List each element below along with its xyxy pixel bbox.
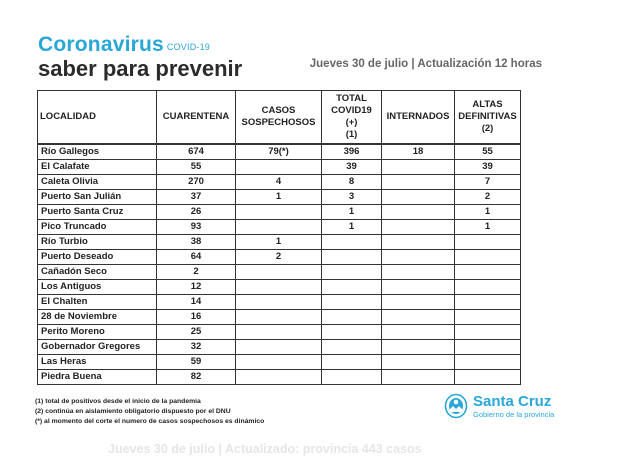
cell-internados	[382, 370, 455, 385]
cases-table	[37, 90, 521, 385]
cell-sospechosos	[236, 220, 322, 235]
cell-sospechosos	[236, 310, 322, 325]
subtitle: saber para prevenir	[38, 56, 243, 81]
cell-sospechosos	[236, 325, 322, 340]
header-total	[322, 91, 382, 145]
table-row	[38, 160, 521, 175]
table-row	[38, 340, 521, 355]
footnote-2: (2) continúa en aislamiento obligatorio dispuesto por el DNU	[35, 408, 231, 415]
cell-altas	[455, 250, 521, 265]
header-altas-line2: DEFINITIVAS	[458, 111, 517, 122]
header-sospechosos-line1: CASOS	[261, 105, 296, 116]
cell-sospechosos	[236, 340, 322, 355]
cell-internados: 18	[382, 144, 455, 160]
table-body	[38, 144, 521, 385]
cell-total: 3	[322, 190, 382, 205]
cell-localidad: Caleta Olivia	[38, 175, 157, 190]
cell-total	[322, 265, 382, 280]
table-row	[38, 355, 521, 370]
table-row	[38, 144, 521, 160]
cell-altas	[455, 265, 521, 280]
cell-altas	[455, 370, 521, 385]
cell-sospechosos	[236, 205, 322, 220]
cell-localidad: Perito Moreno	[38, 325, 157, 340]
cell-cuarentena: 64	[157, 250, 236, 265]
cell-sospechosos: 79(*)	[236, 144, 322, 160]
cell-total	[322, 340, 382, 355]
cell-total: 396	[322, 144, 382, 160]
cell-cuarentena: 55	[157, 160, 236, 175]
cell-cuarentena: 14	[157, 295, 236, 310]
cell-cuarentena: 59	[157, 355, 236, 370]
cell-altas	[455, 235, 521, 250]
footnote-1: (1) total de positivos desde el inicio de la pandemia	[35, 398, 201, 405]
cell-internados	[382, 310, 455, 325]
cell-total	[322, 370, 382, 385]
header-altas-line1: ALTAS	[472, 99, 503, 110]
cell-internados	[382, 295, 455, 310]
cell-internados	[382, 280, 455, 295]
header-total-line2: COVID19 (+)	[331, 105, 372, 128]
cell-altas	[455, 280, 521, 295]
cell-total: 1	[322, 220, 382, 235]
cell-cuarentena: 674	[157, 144, 236, 160]
title-line1	[38, 34, 242, 58]
cell-internados	[382, 340, 455, 355]
cell-sospechosos	[236, 355, 322, 370]
cell-sospechosos: 4	[236, 175, 322, 190]
caption: Jueves 30 de julio | Actualizado: provincia 443 casos	[108, 442, 422, 456]
cell-localidad: Cañadón Seco	[38, 265, 157, 280]
table-row	[38, 370, 521, 385]
cell-sospechosos: 1	[236, 190, 322, 205]
cell-localidad: Piedra Buena	[38, 370, 157, 385]
table-row	[38, 220, 521, 235]
table-row	[38, 280, 521, 295]
cell-sospechosos	[236, 370, 322, 385]
cell-total	[322, 355, 382, 370]
cell-sospechosos: 1	[236, 235, 322, 250]
cell-localidad: 28 de Noviembre	[38, 310, 157, 325]
cell-sospechosos	[236, 280, 322, 295]
cell-altas: 55	[455, 144, 521, 160]
cell-cuarentena: 270	[157, 175, 236, 190]
header-total-line1: TOTAL	[336, 93, 367, 104]
cell-localidad: El Calafate	[38, 160, 157, 175]
cell-localidad: Río Gallegos	[38, 144, 157, 160]
table-row	[38, 325, 521, 340]
cell-localidad: Pico Truncado	[38, 220, 157, 235]
cell-total	[322, 310, 382, 325]
cell-altas	[455, 340, 521, 355]
cell-cuarentena: 37	[157, 190, 236, 205]
cell-cuarentena: 26	[157, 205, 236, 220]
cell-internados	[382, 265, 455, 280]
cell-total	[322, 325, 382, 340]
cell-sospechosos	[236, 295, 322, 310]
table-row	[38, 175, 521, 190]
cell-altas: 39	[455, 160, 521, 175]
cell-altas: 2	[455, 190, 521, 205]
header-altas-line3: (2)	[481, 123, 494, 134]
table-row	[38, 190, 521, 205]
table-header-row	[38, 91, 521, 145]
cell-sospechosos	[236, 160, 322, 175]
table-row	[38, 295, 521, 310]
header-total-line3: (1)	[345, 129, 358, 140]
header-sospechosos-line2: SOSPECHOSOS	[241, 117, 316, 128]
provincial-seal-icon	[444, 393, 468, 419]
cell-internados	[382, 205, 455, 220]
header-localidad: LOCALIDAD	[38, 91, 157, 145]
cell-localidad: Puerto San Julián	[38, 190, 157, 205]
cell-altas: 1	[455, 220, 521, 235]
cell-total	[322, 295, 382, 310]
cell-cuarentena: 12	[157, 280, 236, 295]
title-tag: COVID-19	[166, 42, 211, 52]
date-update: Jueves 30 de julio | Actualización 12 horas	[309, 58, 542, 70]
header	[38, 34, 242, 81]
header-cuarentena: CUARENTENA	[157, 91, 236, 145]
cell-localidad: El Chalten	[38, 295, 157, 310]
cell-altas	[455, 295, 521, 310]
cell-internados	[382, 160, 455, 175]
cell-localidad: Gobernador Gregores	[38, 340, 157, 355]
cell-localidad: Las Heras	[38, 355, 157, 370]
cell-internados	[382, 250, 455, 265]
logo-subtitle: Gobierno de la provincia	[473, 409, 555, 419]
cell-total: 39	[322, 160, 382, 175]
cell-sospechosos	[236, 265, 322, 280]
table-row	[38, 235, 521, 250]
cell-total	[322, 235, 382, 250]
logo-name: Santa Cruz	[473, 392, 552, 410]
cell-altas	[455, 310, 521, 325]
cell-cuarentena: 25	[157, 325, 236, 340]
cell-internados	[382, 355, 455, 370]
cell-internados	[382, 235, 455, 250]
cell-internados	[382, 190, 455, 205]
table-row	[38, 250, 521, 265]
cell-internados	[382, 220, 455, 235]
cell-altas	[455, 325, 521, 340]
cell-cuarentena: 38	[157, 235, 236, 250]
table-row	[38, 310, 521, 325]
cell-sospechosos: 2	[236, 250, 322, 265]
cell-total	[322, 250, 382, 265]
cell-internados	[382, 175, 455, 190]
header-sospechosos	[236, 91, 322, 145]
cell-cuarentena: 2	[157, 265, 236, 280]
cell-altas: 7	[455, 175, 521, 190]
cell-total: 8	[322, 175, 382, 190]
cell-cuarentena: 93	[157, 220, 236, 235]
cell-localidad: Río Turbio	[38, 235, 157, 250]
footnote-3: (*) al momento del corte el numero de casos sospechosos es dinámico	[35, 418, 265, 425]
title-main: Coronavirus	[38, 33, 164, 56]
cell-localidad: Los Antiguos	[38, 280, 157, 295]
cell-localidad: Puerto Deseado	[38, 250, 157, 265]
logo-text	[473, 394, 554, 419]
cell-total: 1	[322, 205, 382, 220]
footnotes	[35, 397, 264, 427]
cell-localidad: Puerto Santa Cruz	[38, 205, 157, 220]
table-row	[38, 205, 521, 220]
cell-cuarentena: 82	[157, 370, 236, 385]
header-altas	[455, 91, 521, 145]
cell-altas	[455, 355, 521, 370]
cell-cuarentena: 32	[157, 340, 236, 355]
santa-cruz-logo	[444, 393, 554, 419]
cell-cuarentena: 16	[157, 310, 236, 325]
cell-altas: 1	[455, 205, 521, 220]
cell-internados	[382, 325, 455, 340]
table-row	[38, 265, 521, 280]
cell-total	[322, 280, 382, 295]
header-internados: INTERNADOS	[382, 91, 455, 145]
